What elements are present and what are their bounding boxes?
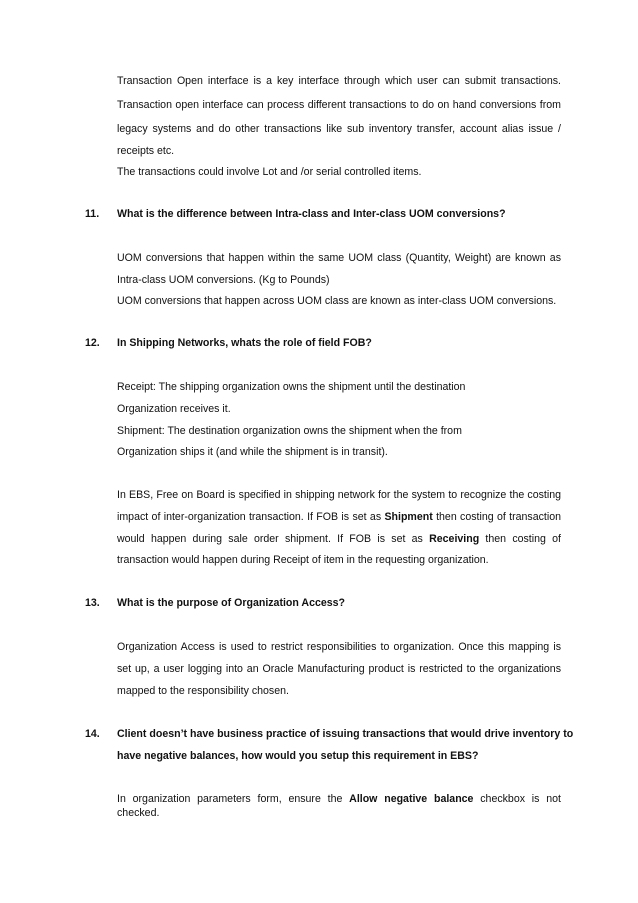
- question-11-heading: [85, 207, 561, 221]
- q12-p2-line-3: [117, 532, 561, 546]
- question-number: 14.: [85, 728, 100, 740]
- bold-term-receiving: Receiving: [429, 533, 480, 545]
- question-title: What is the purpose of Organization Access?: [117, 597, 345, 609]
- q12-line-1: Receipt: The shipping organization owns the shipment until the destination: [117, 381, 466, 393]
- question-13-heading: [85, 596, 561, 610]
- text-run: In organization parameters form, ensure the: [117, 793, 350, 805]
- question-title-line-1: Client doesn’t have business practice of issuing transactions that would drive inventory to: [117, 728, 574, 740]
- question-number: 11.: [85, 208, 100, 220]
- q12-line-3: Shipment: The destination organization owns the shipment when the from: [117, 425, 462, 437]
- q11-line-3: UOM conversions that happen across UOM class are known as inter-class UOM conversions.: [117, 295, 557, 307]
- q13-line-1: Organization Access is used to restrict responsibilities to organization. Once this mapping is: [117, 641, 561, 653]
- q13-line-3: mapped to the responsibility chosen.: [117, 685, 289, 697]
- text-run: then costing of transaction: [432, 511, 561, 523]
- q12-p2-line-1: In EBS, Free on Board is specified in shipping network for the system to recognize the costing: [117, 489, 561, 501]
- question-12-heading: [85, 336, 561, 350]
- q14-line-1: [117, 792, 561, 820]
- question-14-heading-line-2: have negative balances, how would you setup this requirement in EBS?: [117, 750, 479, 762]
- bold-term-allow-negative-balance: Allow negative balance: [349, 793, 474, 805]
- intro-line-4: receipts etc.: [117, 145, 175, 157]
- text-run: checkbox is not checked.: [117, 793, 561, 819]
- q11-line-2: Intra-class UOM conversions. (Kg to Pounds): [117, 274, 330, 286]
- question-number: 12.: [85, 337, 100, 349]
- intro-line-1: Transaction Open interface is a key interface through which user can submit transactions.: [117, 75, 561, 87]
- intro-line-3: legacy systems and do other transactions like sub inventory transfer, account alias issue /: [117, 123, 561, 135]
- bold-term-shipment: Shipment: [384, 511, 433, 523]
- intro-line-5: The transactions could involve Lot and /or serial controlled items.: [117, 166, 422, 178]
- text-run: impact of inter-organization transaction. If FOB is set as: [117, 511, 385, 523]
- q12-p2-line-4: transaction would happen during Receipt of item in the requesting organization.: [117, 554, 489, 566]
- q12-line-4: Organization ships it (and while the shipment is in transit).: [117, 446, 388, 458]
- intro-line-2: Transaction open interface can process different transactions to do on hand conversions from: [117, 99, 561, 111]
- q11-line-1: UOM conversions that happen within the same UOM class (Quantity, Weight) are known as: [117, 252, 561, 264]
- question-title: In Shipping Networks, whats the role of field FOB?: [117, 337, 372, 349]
- question-number: 13.: [85, 597, 100, 609]
- text-run: would happen during sale order shipment. If FOB is set as: [117, 533, 430, 545]
- text-run: then costing of: [479, 533, 561, 545]
- q12-line-2: Organization receives it.: [117, 403, 231, 415]
- question-title: What is the difference between Intra-class and Inter-class UOM conversions?: [117, 208, 506, 220]
- question-14-heading: [85, 727, 574, 741]
- q13-line-2: set up, a user logging into an Oracle Manufacturing product is restricted to the organizations: [117, 663, 561, 675]
- q12-p2-line-2: [117, 510, 561, 524]
